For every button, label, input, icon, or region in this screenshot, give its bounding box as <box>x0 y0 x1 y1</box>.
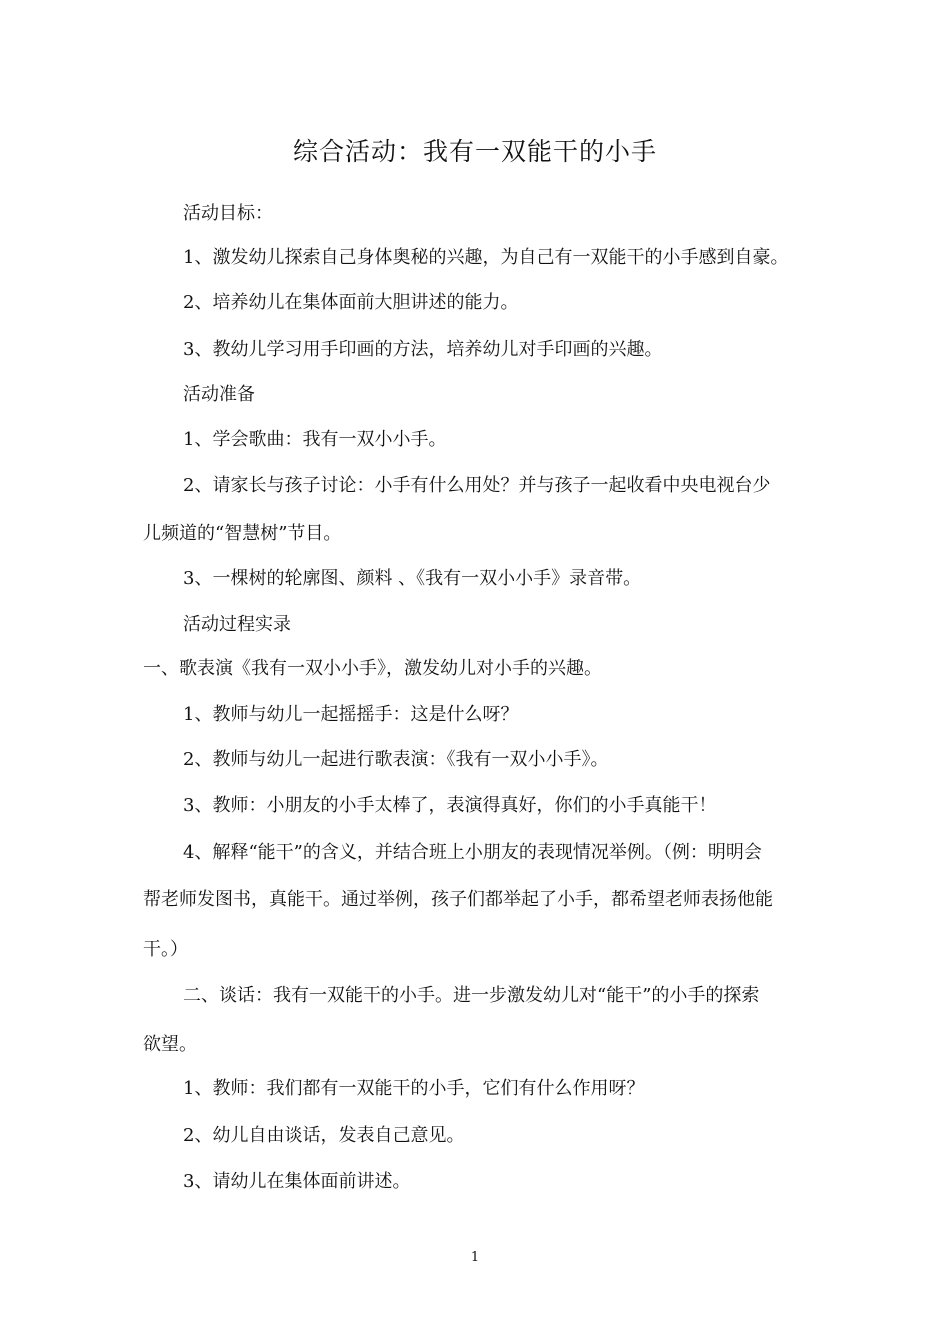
process-1-item-1: 1、教师与幼儿一起摇摇手：这是什么呀？ <box>183 704 519 725</box>
process-1-item-2: 2、教师与幼儿一起进行歌表演：《我有一双小小手》。 <box>183 749 609 770</box>
process-2-item-2: 2、幼儿自由谈话，发表自己意见。 <box>183 1125 465 1146</box>
goal-item-2: 2、培养幼儿在集体面前大胆讲述的能力。 <box>183 292 519 313</box>
page-number: 1 <box>470 1250 480 1265</box>
process-1-item-4-continued: 帮老师发图书，真能干。通过举例，孩子们都举起了小手，都希望老师表扬他能 <box>143 889 773 910</box>
process-1-item-4-end: 干。） <box>143 939 188 960</box>
prep-item-2: 2、请家长与孩子讨论：小手有什么用处？并与孩子一起收看中央电视台少 <box>183 475 771 496</box>
goal-item-1: 1、激发幼儿探索自己身体奥秘的兴趣，为自己有一双能干的小手感到自豪。 <box>183 247 789 268</box>
process-part-2-heading-continued: 欲望。 <box>143 1034 197 1055</box>
prep-item-3: 3、一棵树的轮廓图、颜料 、《我有一双小小手》录音带。 <box>183 568 642 589</box>
process-1-item-3: 3、教师：小朋友的小手太棒了，表演得真好，你们的小手真能干！ <box>183 795 717 816</box>
process-part-1-heading: 一、歌表演《我有一双小小手》，激发幼儿对小手的兴趣。 <box>143 658 602 679</box>
process-part-2-heading: 二、谈话：我有一双能干的小手。进一步激发幼儿对“能干”的小手的探索 <box>183 985 760 1006</box>
process-1-item-4: 4、解释“能干”的含义，并结合班上小朋友的表现情况举例。（例：明明会 <box>183 842 762 863</box>
section-heading-goals: 活动目标： <box>183 203 273 224</box>
process-2-item-1: 1、教师：我们都有一双能干的小手，它们有什么作用呀？ <box>183 1078 645 1099</box>
section-heading-preparation: 活动准备 <box>183 384 255 405</box>
process-2-item-3: 3、请幼儿在集体面前讲述。 <box>183 1171 411 1192</box>
section-heading-process: 活动过程实录 <box>183 614 291 635</box>
goal-item-3: 3、教幼儿学习用手印画的方法，培养幼儿对手印画的兴趣。 <box>183 339 663 360</box>
prep-item-2-continued: 儿频道的“智慧树”节目。 <box>143 523 342 544</box>
prep-item-1: 1、学会歌曲：我有一双小小手。 <box>183 429 447 450</box>
page-title: 综合活动：我有一双能干的小手 <box>292 137 657 166</box>
